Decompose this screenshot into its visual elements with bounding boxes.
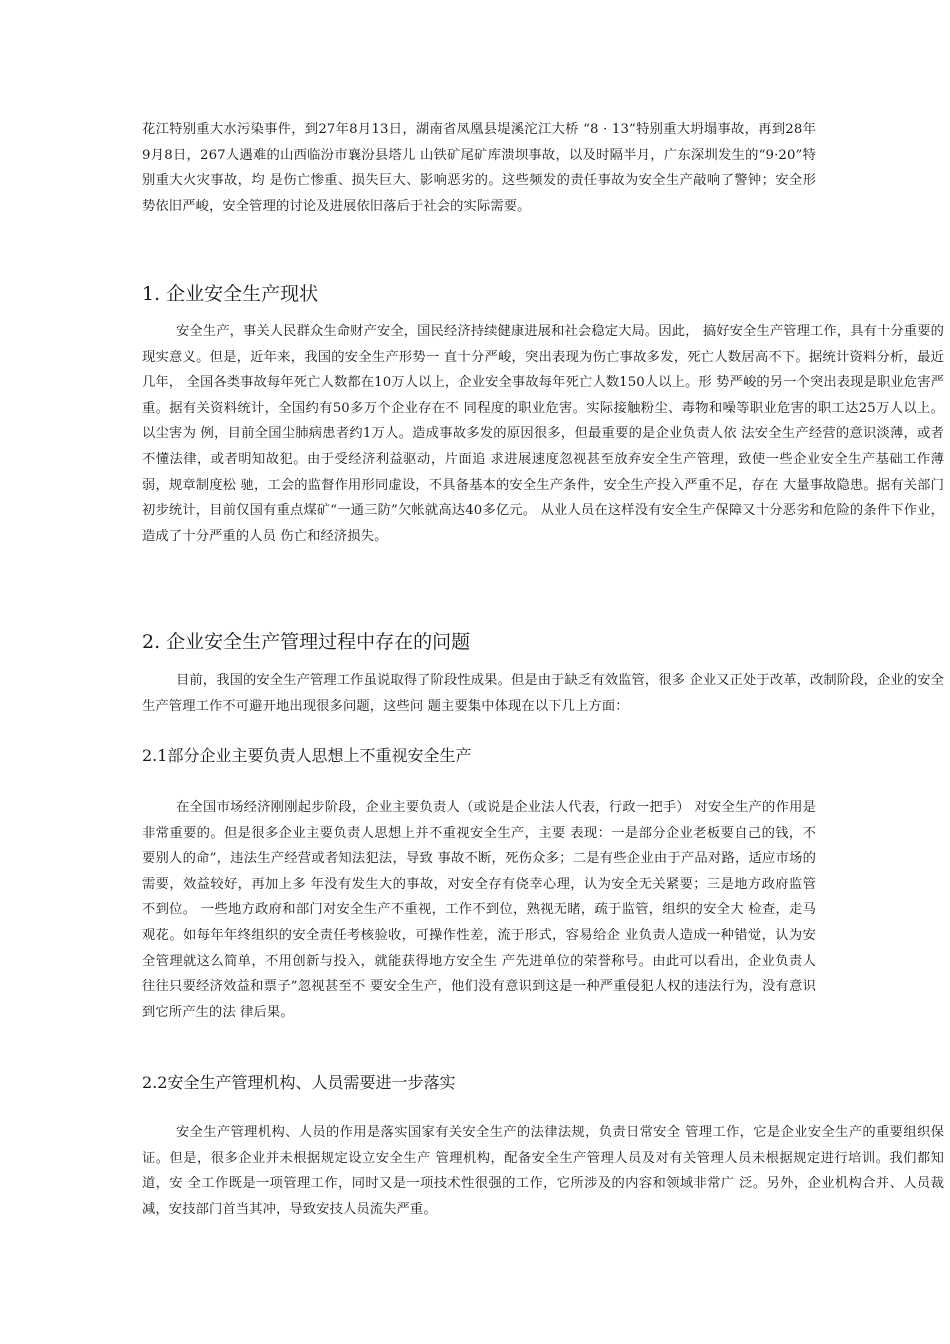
- section-1-heading: 1. 企业安全生产现状: [142, 283, 319, 305]
- section-2-heading: 2. 企业安全生产管理过程中存在的问题: [142, 631, 471, 653]
- section-1-body: 安全生产，事关人民群众生命财产安全，国民经济持续健康进展和社会稳定大局。因此， 搞好安全生产管理工作，具有十分重要的现实意义。但是，近年来，我国的安全生产形势一 直十分严峻，突出表现为伤亡事故多发，死亡人数居高不下。据统计资料分析，最近几年， 全国各类事故每年死亡人数都在10万人以上，企业安全事故每年死亡人数150人以上。形 势严峻的另一个突出表现是职业危害严重。据有关资料统计，全国约有50多万个企业存在不 同程度的职业危害。实际接触粉尘、毒物和噪等职业危害的职工达25万人以上。以尘害为 例，目前全国尘肺病患者约1万人。造成事故多发的原因很多，但最重要的是企业负责人依 法安全生产经营的意识淡薄，或者不懂法律，或者明知故犯。由于受经济利益驱动，片面追 求进展速度忽视甚至放弃安全生产管理，致使一些企业安全生产基础工作薄弱，规章制度松 驰，工会的监督作用形同虚设，不具备基本的安全生产条件，安全生产投入严重不足，存在 大量事故隐患。据有关部门初步统计，目前仅国有重点煤矿“一通三防”欠帐就高达40多亿元。 从业人员在这样没有安全生产保障又十分恶劣和危险的条件下作业，造成了十分严重的人员 伤亡和经济损失。: [142, 324, 944, 544]
- section-2-2-body: 安全生产管理机构、人员的作用是落实国家有关安全生产的法律法规，负责日常安全 管理工作，它是企业安全生产的重要组织保证。但是，很多企业并未根据规定设立安全生产 管理机构，配备安全生产管理人员及对有关管理人员未根据规定进行培训。我们都知道，安 全工作既是一项管理工作，同时又是一项技术性很强的工作，它所涉及的内容和领域非常广 泛。另外，企业机构合并、人员裁减，安技部门首当其冲，导致安技人员流失严重。: [142, 1125, 944, 1217]
- section-2-1-heading: 2.1部分企业主要负责人思想上不重视安全生产: [142, 746, 472, 765]
- section-2-body: 目前，我国的安全生产管理工作虽说取得了阶段性成果。但是由于缺乏有效监管，很多 企业又正处于改革，改制阶段，企业的安全生产管理工作不可避开地出现很多问题，这些问 题主要集中体现在以下几上方面：: [142, 673, 944, 714]
- section-2-1-body: 在全国市场经济刚刚起步阶段，企业主要负责人（或说是企业法人代表，行政一把手） 对安全生产的作用是非常重要的。但是很多企业主要负责人思想上并不重视安全生产，主要 表现：一是部分企业老板要自己的钱，不要别人的命”，违法生产经营或者知法犯法，导致 事故不断，死伤众多；二是有些企业由于产品对路，适应市场的需要，效益较好，再加上多 年没有发生大的事故，对安全存有侥幸心理，认为安全无关紧要；三是地方政府监管不到位。 一些地方政府和部门对安全生产不重视，工作不到位，熟视无睹，疏于监管，组织的安全大 检查，走马观花。如每年年终组织的安全责任考核验收，可操作性差，流于形式，容易给企 业负责人造成一种错觉，认为安全管理就这么简单，不用创新与投入，就能获得地方安全生 产先进单位的荣誉称号。由此可以看出，企业负责人往往只要经济效益和票子”忽视甚至不 要安全生产，他们没有意识到这是一种严重侵犯人权的违法行为，没有意识到它所产生的法 律后果。: [142, 800, 816, 1020]
- section-2-2-heading: 2.2安全生产管理机构、人员需要进一步落实: [142, 1073, 456, 1092]
- intro-paragraph: 花江特别重大水污染事件，到27年8月13日，湖南省凤凰县堤溪沱江大桥 “8 · 13”特别重大坍塌事故，再到28年9月8日，267人遇难的山西临汾市襄汾县塔儿 山铁矿尾矿库溃坝事故，以及时隔半月，广东深圳发生的“9·20”特别重大火灾事故，均 是伤亡惨重、损失巨大、影响恶劣的。这些频发的责任事故为安全生产敲响了警钟；安全形 势依旧严峻，安全管理的讨论及进展依旧落后于社会的实际需要。: [142, 122, 816, 214]
